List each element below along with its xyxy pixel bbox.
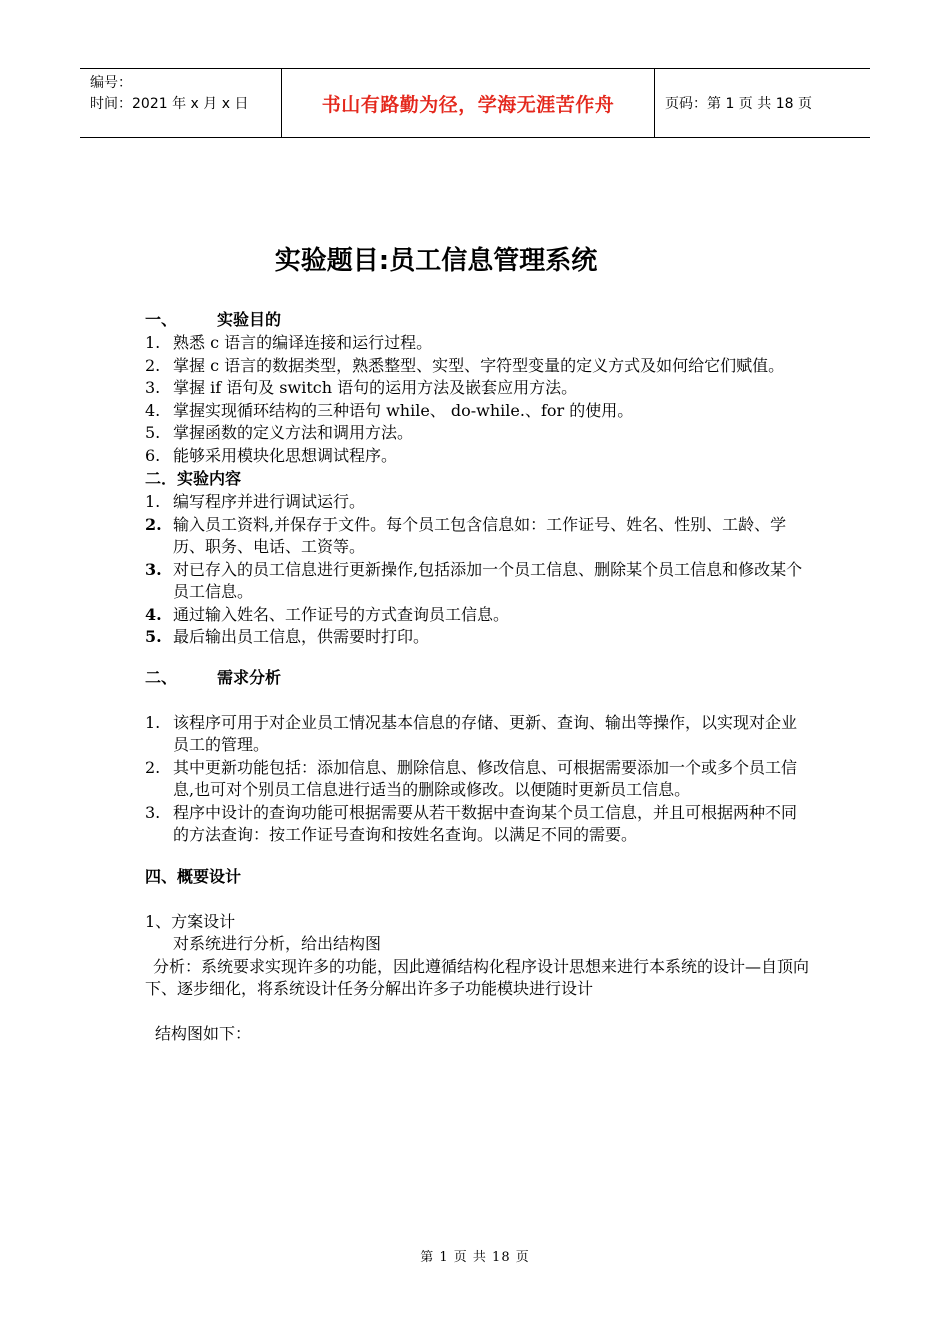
section-title: 实验目的 — [217, 310, 282, 329]
list-item: 4. 通过输入姓名、工作证号的方式查询员工信息。 — [145, 604, 510, 624]
list-item: 4. 掌握实现循环结构的三种语句 while、 do-while.、for 的使用。 — [145, 400, 634, 420]
section-number: 二、 — [145, 667, 178, 687]
list-item: 1. 该程序可用于对企业员工情况基本信息的存储、更新、查询、输出等操作，以实现对企业员工的管理。 — [145, 712, 798, 754]
header-meta — [80, 69, 281, 137]
document-body — [145, 308, 810, 1045]
paragraph: 结构图如下： — [155, 1023, 252, 1043]
section-number: 一、 — [145, 310, 178, 329]
list-item: 2. 掌握 c 语言的数据类型，熟悉整型、实型、字符型变量的定义方式及如何给它们赋值。 — [145, 355, 785, 375]
list-item: 2. 其中更新功能包括：添加信息、删除信息、修改信息、可根据需要添加一个或多个员工信息,也可对个别员工信息进行适当的删除或修改。以便随时更新员工信息。 — [145, 757, 798, 799]
number-label: 编号： — [90, 75, 132, 91]
sub-heading: 1、方案设计 — [145, 911, 236, 931]
section-heading-design: 四、概要设计 — [145, 866, 242, 886]
paragraph: 对系统进行分析，给出结构图 — [173, 934, 382, 953]
page-header — [80, 68, 870, 138]
list-item: 3. 对已存入的员工信息进行更新操作,包括添加一个员工信息、删除某个员工信息和修改某个员工信息。 — [145, 559, 803, 601]
header-page-info: 页码：第 1 页 共 18 页 — [665, 96, 812, 112]
header-motto: 书山有路勤为径，学海无涯苦作舟 — [281, 69, 655, 137]
list-item: 3. 程序中设计的查询功能可根据需要从若干数据中查询某个员工信息，并且可根据两种不同的方法查询：按工作证号查询和按姓名查询。以满足不同的需要。 — [145, 802, 798, 844]
section-title: 需求分析 — [217, 667, 282, 687]
section-heading-purpose — [145, 308, 810, 332]
paragraph: 分析：系统要求实现许多的功能，因此遵循结构化程序设计思想来进行本系统的设计—自顶向下、逐步细化，将系统设计任务分解出许多子功能模块进行设计 — [145, 956, 810, 998]
list-item: 5. 掌握函数的定义方法和调用方法。 — [145, 423, 414, 442]
list-item: 1. 编写程序并进行调试运行。 — [145, 492, 366, 511]
list-item: 6. 能够采用模块化思想调试程序。 — [145, 445, 398, 465]
page-title: 实验题目:员工信息管理系统 — [274, 246, 598, 276]
section-heading-content: 二．实验内容 — [145, 469, 242, 488]
list-item: 5. 最后输出员工信息，供需要时打印。 — [145, 627, 430, 646]
page-footer: 第 1 页 共 18 页 — [420, 1250, 530, 1265]
section-heading-requirements — [145, 666, 810, 690]
list-item: 1. 熟悉 c 语言的编译连接和运行过程。 — [145, 333, 433, 352]
list-item: 2. 输入员工资料,并保存于文件。每个员工包含信息如：工作证号、姓名、性别、工龄、学历、职务、电话、工资等。 — [145, 514, 787, 556]
list-item: 3. 掌握 if 语句及 switch 语句的运用方法及嵌套应用方法。 — [145, 378, 578, 397]
time-label: 时间：2021 年 x 月 x 日 — [90, 96, 249, 112]
